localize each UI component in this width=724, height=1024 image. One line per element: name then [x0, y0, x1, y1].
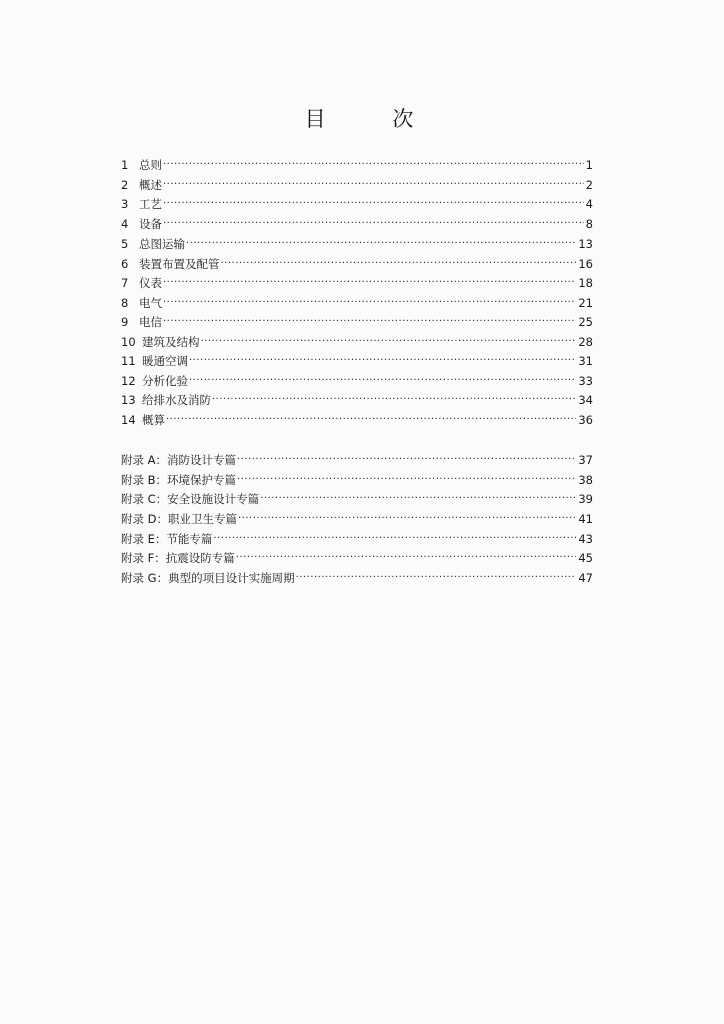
entry-title: 概述 [139, 178, 162, 192]
entry-title: 建筑及结构 [142, 335, 200, 349]
entry-page: 34 [578, 393, 593, 407]
appendix-page: 47 [578, 571, 593, 585]
entry-page: 28 [578, 335, 593, 349]
toc-appendix-entry[interactable] [121, 469, 593, 487]
entry-number: 2 [121, 178, 129, 192]
appendix-title: 附录 F：抗震设防专篇 [121, 551, 235, 565]
entry-number: 3 [121, 197, 129, 211]
toc-appendix-entry[interactable] [121, 547, 593, 565]
toc-entry[interactable] [121, 311, 593, 329]
entry-title: 给排水及消防 [142, 393, 211, 407]
dot-leader [163, 217, 584, 231]
dot-leader [163, 197, 584, 211]
toc-entry[interactable] [121, 193, 593, 211]
dot-leader [213, 532, 576, 546]
entry-title: 总图运输 [139, 237, 185, 251]
dot-leader [189, 354, 576, 368]
entry-page: 13 [578, 237, 593, 251]
dot-leader [186, 237, 576, 251]
appendix-title: 附录 A：消防设计专篇 [121, 453, 237, 467]
entry-page: 18 [578, 276, 593, 290]
dot-leader [163, 296, 576, 310]
entry-page: 33 [578, 374, 593, 388]
entry-number: 7 [121, 276, 129, 290]
toc-entry[interactable] [121, 389, 593, 407]
appendix-title: 附录 D：职业卫生专篇 [121, 512, 238, 526]
entry-number: 1 [121, 158, 129, 172]
toc-entry[interactable] [121, 292, 593, 310]
entry-page: 2 [585, 178, 593, 192]
toc-entry[interactable] [121, 233, 593, 251]
toc-appendix-entry[interactable] [121, 449, 593, 467]
entry-number: 4 [121, 217, 129, 231]
entry-number: 6 [121, 257, 129, 271]
toc-entry[interactable] [121, 370, 593, 388]
entry-number: 9 [121, 315, 129, 329]
page-title: 目 次 [304, 107, 444, 131]
entry-title: 电信 [139, 315, 162, 329]
dot-leader [237, 473, 576, 487]
dot-leader [238, 512, 576, 526]
appendix-page: 43 [578, 532, 593, 546]
dot-leader [201, 335, 577, 349]
dot-leader [212, 393, 576, 407]
dot-leader [221, 257, 577, 271]
entry-title: 分析化验 [142, 374, 188, 388]
entry-number: 10 [121, 335, 136, 349]
entry-title: 设备 [139, 217, 162, 231]
entry-title: 暖通空调 [142, 354, 188, 368]
toc-entry[interactable] [121, 409, 593, 427]
toc-appendix-entry[interactable] [121, 528, 593, 546]
dot-leader [163, 276, 576, 290]
entry-title: 概算 [142, 413, 165, 427]
appendix-page: 41 [578, 512, 593, 526]
entry-page: 31 [578, 354, 593, 368]
appendix-title: 附录 B：环境保护专篇 [121, 473, 237, 487]
dot-leader [236, 551, 577, 565]
entry-number: 5 [121, 237, 129, 251]
entry-page: 16 [578, 257, 593, 271]
entry-number: 13 [121, 393, 136, 407]
toc-entry[interactable] [121, 253, 593, 271]
appendix-page: 37 [578, 453, 593, 467]
entry-page: 8 [585, 217, 593, 231]
entry-title: 总则 [139, 158, 162, 172]
dot-leader [163, 178, 584, 192]
entry-number: 12 [121, 374, 136, 388]
toc-appendix-entry[interactable] [121, 488, 593, 506]
appendix-page: 45 [578, 551, 593, 565]
entry-page: 4 [585, 197, 593, 211]
entry-title: 装置布置及配管 [139, 257, 220, 271]
dot-leader [296, 571, 577, 585]
toc-entry[interactable] [121, 331, 593, 349]
toc-entry[interactable] [121, 350, 593, 368]
toc-entry[interactable] [121, 154, 593, 172]
entry-page: 1 [585, 158, 593, 172]
entry-number: 8 [121, 296, 129, 310]
dot-leader [163, 158, 584, 172]
appendix-page: 38 [578, 473, 593, 487]
dot-leader [163, 315, 576, 329]
entry-page: 21 [578, 296, 593, 310]
dot-leader [260, 492, 576, 506]
toc-entry[interactable] [121, 213, 593, 231]
entry-page: 36 [578, 413, 593, 427]
dot-leader [189, 374, 576, 388]
entry-title: 电气 [139, 296, 162, 310]
entry-title: 工艺 [139, 197, 162, 211]
appendix-title: 附录 G：典型的项目设计实施周期 [121, 571, 295, 585]
entry-page: 25 [578, 315, 593, 329]
toc-entry[interactable] [121, 174, 593, 192]
appendix-page: 39 [578, 492, 593, 506]
entry-number: 14 [121, 413, 136, 427]
toc-appendix-entry[interactable] [121, 508, 593, 526]
toc-entry[interactable] [121, 272, 593, 290]
dot-leader [237, 453, 576, 467]
appendix-title: 附录 E：节能专篇 [121, 532, 213, 546]
appendix-title: 附录 C：安全设施设计专篇 [121, 492, 260, 506]
entry-title: 仪表 [139, 276, 162, 290]
toc-appendix-entry[interactable] [121, 567, 593, 585]
dot-leader [166, 413, 576, 427]
entry-number: 11 [121, 354, 136, 368]
